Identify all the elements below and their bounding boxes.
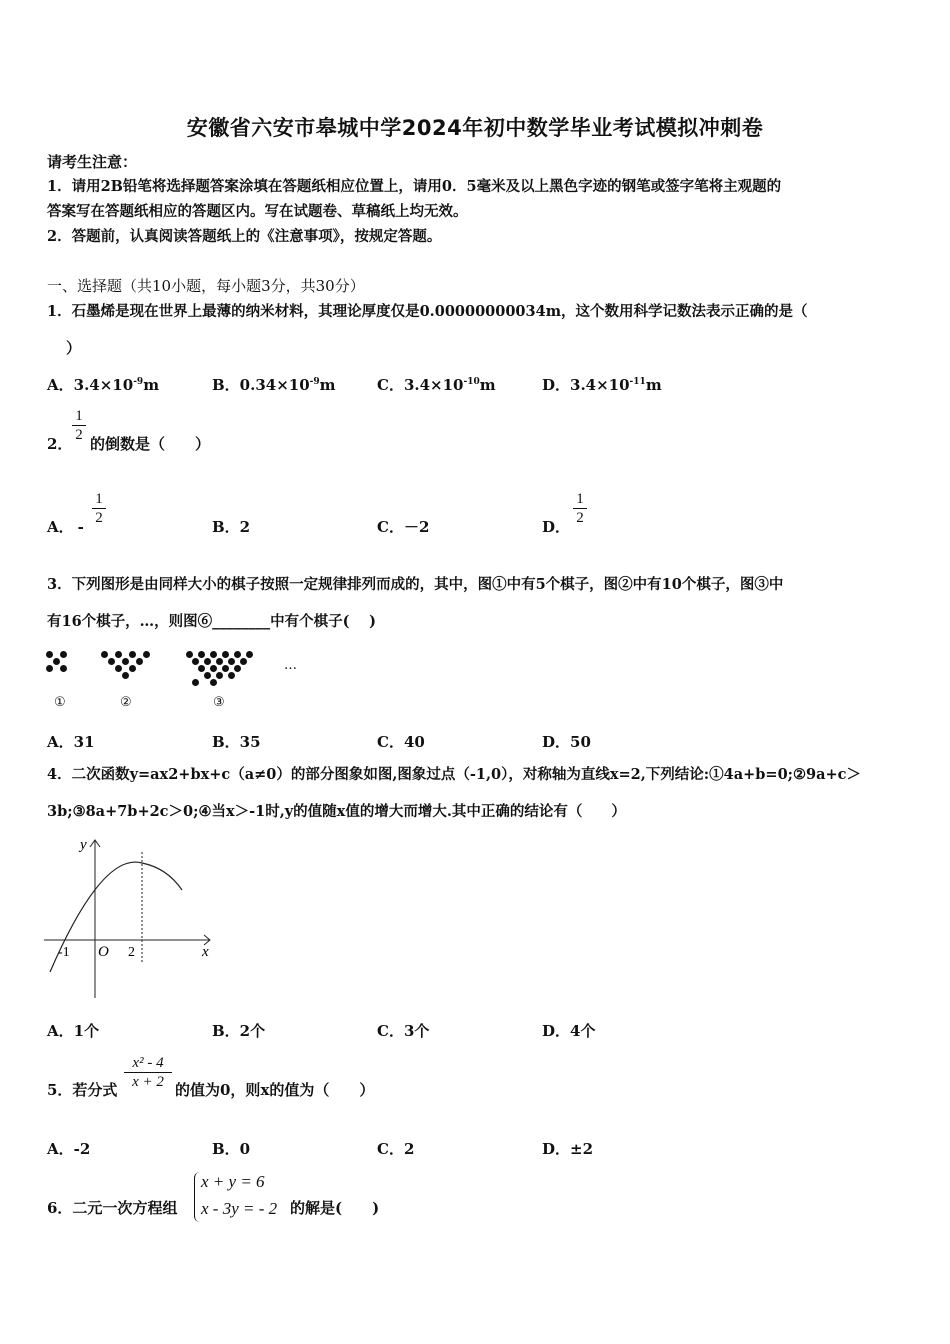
q2-option-d-fraction: 1 2: [573, 490, 587, 527]
q3-ellipsis: …: [284, 658, 297, 673]
q2-stem: 的倒数是（ ）: [90, 435, 211, 453]
q1-stem: 1．石墨烯是现在世界上最薄的纳米材料，其理论厚度仅是0.00000000034m，这个数用科学记数法表示正确的是（: [47, 303, 808, 320]
q1-option-a[interactable]: A．$3.4\times 10^{-9}m$: [47, 376, 160, 394]
q2-option-b[interactable]: B．2: [212, 518, 251, 536]
q4-stem-line-2: 3b;③8a+7b+2c＞0;④当x＞-1时,y的值随x值的增大而增大.其中正确的结论有（ ）: [47, 803, 626, 820]
q6-brace: [194, 1172, 200, 1222]
q3-figure-3: [186, 651, 258, 687]
q4-stem-line-1: 4．二次函数y=ax2+bx+c（a≠0）的部分图象如图,图象过点（-1,0），对称轴为直线x=2,下列结论:①4a+b=0;②9a+c＞: [47, 766, 861, 783]
notice-line-2: 2．答题前，认真阅读答题纸上的《注意事项》，按规定答题。: [47, 228, 442, 245]
q4-option-d[interactable]: D．4个: [542, 1022, 596, 1040]
q5-option-a[interactable]: A．-2: [47, 1140, 91, 1158]
q2-fraction: 1 2: [72, 407, 86, 444]
q3-option-b[interactable]: B．35: [212, 733, 261, 751]
q2-number: 2．: [47, 435, 73, 453]
section-heading: 一、选择题（共10小题，每小题3分，共30分）: [47, 277, 365, 295]
tick-neg1: -1: [58, 945, 70, 960]
q1-stem-close: ）: [66, 339, 82, 357]
x-axis-label: x: [202, 944, 209, 960]
y-axis-label: y: [80, 837, 87, 853]
q4-option-a[interactable]: A．1个: [47, 1022, 100, 1040]
q3-option-a[interactable]: A．31: [47, 733, 95, 751]
q5-option-d[interactable]: D．±2: [542, 1140, 594, 1158]
parabola-curve: [50, 862, 182, 972]
q5-number: 5．若分式: [47, 1081, 118, 1099]
q1-option-b[interactable]: B．$0.34\times 10^{-9}m$: [212, 376, 336, 394]
q3-option-d[interactable]: D．50: [542, 733, 591, 751]
q3-figure-1: [46, 651, 76, 673]
q5-option-c[interactable]: C．2: [377, 1140, 415, 1158]
q3-figure-1-label: ①: [54, 695, 66, 710]
q3-stem-line-2: 有16个棋子，…，则图⑥________中有个棋子( ): [47, 613, 376, 630]
q6-stem: 的解是( ): [290, 1199, 380, 1217]
q4-option-b[interactable]: B．2个: [212, 1022, 266, 1040]
q3-figure-2-label: ②: [120, 695, 132, 710]
page-title: 安徽省六安市皋城中学2024年初中数学毕业考试模拟冲刺卷: [186, 116, 764, 140]
q4-parabola-graph: [42, 832, 222, 1004]
q3-figure-2: [101, 651, 155, 679]
q2-option-a[interactable]: A． -: [47, 518, 84, 536]
q6-number: 6．二元一次方程组: [47, 1199, 178, 1217]
q1-option-d[interactable]: D．$3.4\times 10^{-11}m$: [542, 376, 662, 394]
q2-option-c[interactable]: C．－2: [377, 518, 430, 536]
q2-option-a-fraction: 1 2: [92, 490, 106, 527]
notice-line-1: 1．请用2B铅笔将选择题答案涂填在答题纸相应位置上，请用0．5毫米及以上黑色字迹的钢笔或签字笔将主观题的: [47, 178, 782, 195]
q5-stem: 的值为0，则x的值为（ ）: [175, 1081, 375, 1099]
notice-line-1b: 答案写在答题纸相应的答题区内。写在试题卷、草稿纸上均无效。: [47, 203, 468, 220]
q5-fraction: x² - 4 x + 2: [124, 1054, 172, 1091]
q3-figure-3-label: ③: [213, 695, 225, 710]
notice-header: 请考生注意：: [47, 153, 138, 171]
origin-label: O: [98, 944, 109, 960]
q6-equation-2: x - 3y = - 2: [201, 1199, 278, 1218]
q5-option-b[interactable]: B．0: [212, 1140, 251, 1158]
q2-option-d[interactable]: D．: [542, 518, 571, 536]
q1-option-c[interactable]: C．$3.4\times 10^{-10}m$: [377, 376, 496, 394]
q3-stem-line-1: 3．下列图形是由同样大小的棋子按照一定规律排列而成的，其中，图①中有5个棋子，图②中有10个棋子，图③中: [47, 576, 784, 593]
tick-2: 2: [128, 945, 135, 960]
q3-option-c[interactable]: C．40: [377, 733, 425, 751]
q6-equation-1: x + y = 6: [201, 1172, 265, 1191]
q4-option-c[interactable]: C．3个: [377, 1022, 430, 1040]
